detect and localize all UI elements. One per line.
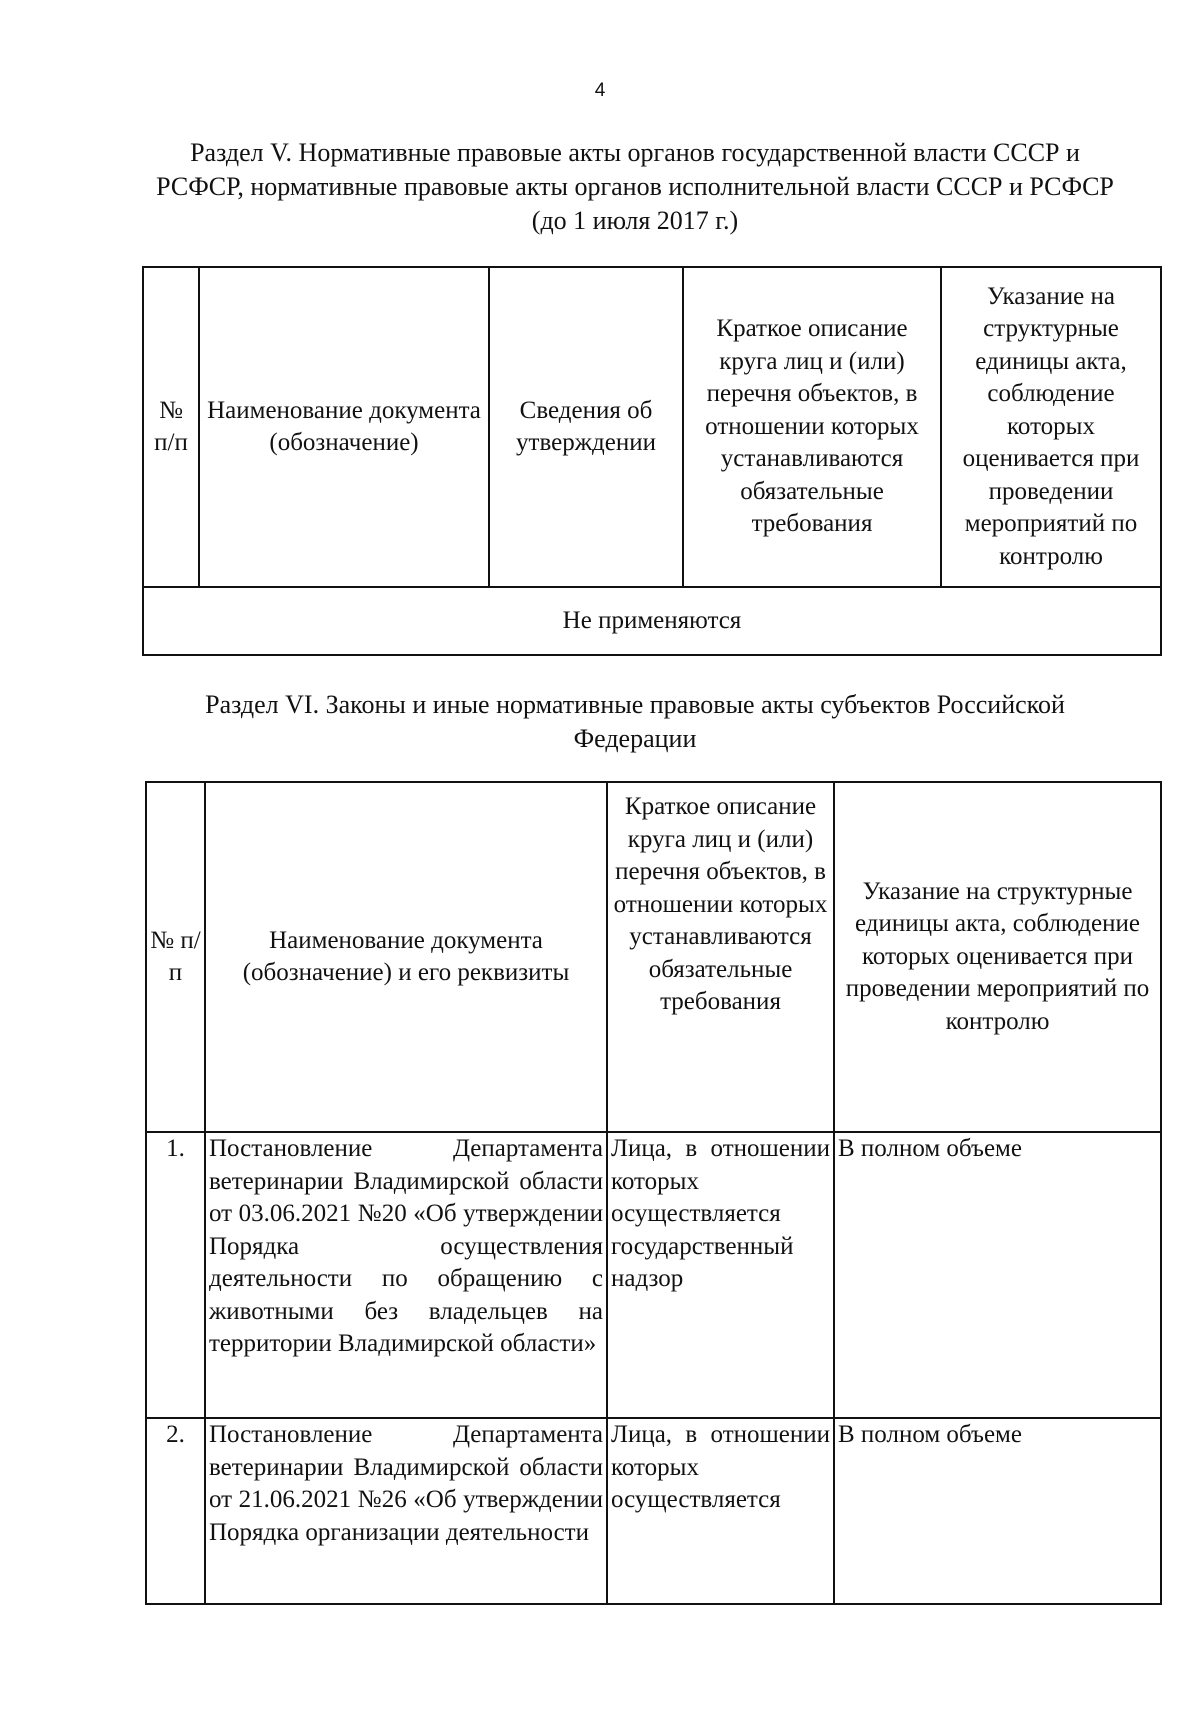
table-row: [146, 1418, 1161, 1604]
row-document-name: Постановление Департамента ветеринарии Владимирской области от 21.06.2021 №26 «Об утверждении Порядка организации деятельности: [205, 1418, 607, 1604]
header-structural-units: Указание на структурные единицы акта, соблюдение которых оценивается при проведении мероприятий по контролю: [941, 267, 1161, 587]
row-description: Лица, в отношении которых осуществляется государственный надзор: [607, 1132, 834, 1418]
section-6-table: [145, 781, 1162, 1605]
header-description: Краткое описание круга лиц и (или) перечня объектов, в отношении которых устанавливаются обязательные требования: [607, 782, 834, 1132]
table-row: [146, 1132, 1161, 1418]
header-num: № п/п: [143, 267, 199, 587]
header-structural-units: Указание на структурные единицы акта, соблюдение которых оценивается при проведении мероприятий по контролю: [834, 782, 1161, 1132]
header-document-name: Наименование документа (обозначение) и его реквизиты: [205, 782, 607, 1132]
table-header-row: [143, 267, 1161, 587]
row-structural-units: В полном объеме: [834, 1132, 1161, 1418]
section-5-table: [142, 266, 1162, 656]
header-document-name: Наименование документа (обозначение): [199, 267, 489, 587]
table-header-row: [146, 782, 1161, 1132]
section-6-title: Раздел VI. Законы и иные нормативные правовые акты субъектов Российской Федерации: [205, 690, 1065, 753]
section-5-title: Раздел V. Нормативные правовые акты органов государственной власти СССР и РСФСР, нормативные правовые акты органов исполнительной власти СССР и РСФСР (до 1 июля 2017 г.): [156, 138, 1114, 235]
header-description: Краткое описание круга лиц и (или) перечня объектов, в отношении которых устанавливаются обязательные требования: [683, 267, 941, 587]
not-applicable-cell: Не применяются: [143, 587, 1161, 655]
page-number: 4: [594, 80, 606, 101]
row-description: Лица, в отношении которых осуществляется: [607, 1418, 834, 1604]
row-num: 2.: [146, 1418, 205, 1604]
row-num: 1.: [146, 1132, 205, 1418]
header-num: № п/п: [146, 782, 205, 1132]
table-row: [143, 587, 1161, 655]
header-approval-info: Сведения об утверждении: [489, 267, 683, 587]
row-structural-units: В полном объеме: [834, 1418, 1161, 1604]
row-document-name: Постановление Департамента ветеринарии Владимирской области от 03.06.2021 №20 «Об утверждении Порядка осуществления деятельности по обращению с животными без владельцев на территории Владимирской области»: [205, 1132, 607, 1418]
